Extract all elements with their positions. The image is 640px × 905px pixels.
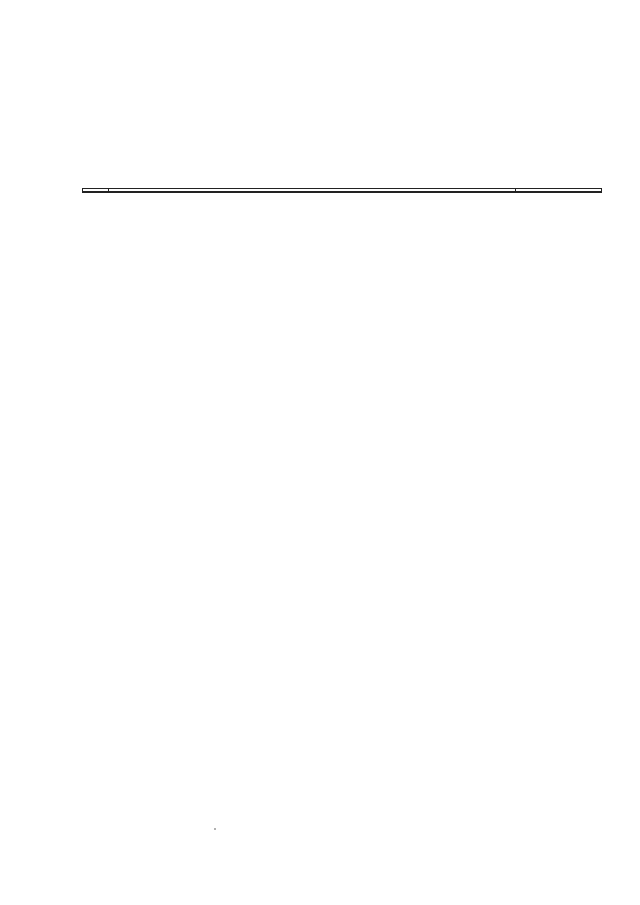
column-index bbox=[83, 192, 109, 193]
criteria-table bbox=[82, 188, 602, 193]
scan-dot bbox=[214, 828, 216, 830]
column-index bbox=[109, 192, 516, 193]
column-index-row bbox=[83, 192, 602, 193]
column-index bbox=[516, 192, 602, 193]
